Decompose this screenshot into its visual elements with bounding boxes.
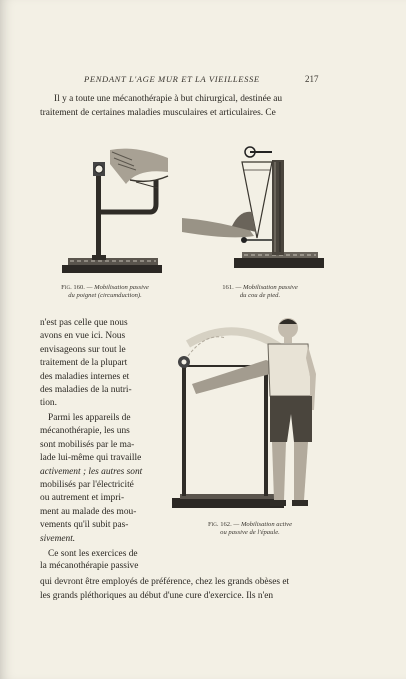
column-paragraph-2	[40, 412, 158, 546]
column-paragraph-1	[40, 317, 158, 411]
figure-162-dash: —	[233, 521, 240, 528]
figure-162-label: Fig. 162.	[207, 521, 232, 528]
figure-160-caption-1: Mobilisation passive	[94, 284, 149, 291]
figure-160-dash: —	[86, 284, 93, 291]
figure-161-caption-1: Mobilisation passive	[242, 284, 298, 291]
figure-162-caption-1: Mobilisation active	[240, 521, 293, 528]
top-line-1: Il y a toute une mécanothérapie à but chirurgical, destinée au	[54, 94, 283, 104]
column-line: des maladies internes et	[40, 371, 130, 382]
figure-161-dash: —	[235, 284, 242, 291]
column-line: sont mobilisés par le ma-	[40, 439, 135, 450]
column-line: vements qu'il subit pas-	[40, 520, 129, 531]
figure-161-caption-2: du cou de pied.	[239, 292, 281, 299]
figure-160-label: Fig. 160.	[61, 284, 85, 291]
column-line: avons en vue ici. Nous	[40, 331, 126, 342]
column-line: des maladies de la nutri-	[40, 385, 132, 396]
figure-160-illustration	[40, 140, 170, 280]
column-line: mobilisés par l'électricité	[40, 480, 134, 491]
top-line-2: traitement de certaines maladies musculaires et articulaires. Ce	[40, 108, 276, 118]
column-line: ou autrement et impri-	[40, 493, 125, 504]
figure-160-caption	[40, 284, 170, 300]
bottom-line-2: les grands pléthoriques au début d'une cure d'exercice. Ils n'en	[40, 591, 274, 601]
column-line: n'est pas celle que nous	[40, 318, 128, 328]
column-paragraph-3-tail: la mécanothérapie passive	[40, 561, 139, 571]
column-line: traitement de la plupart	[40, 358, 128, 369]
column-line: activement ; les autres sont	[40, 466, 143, 477]
page-number: 217	[305, 74, 319, 84]
figure-162-caption	[180, 521, 320, 537]
column-line: tion.	[40, 398, 57, 409]
figure-162-caption-2: ou passive de l'épaule.	[220, 529, 280, 536]
column-paragraph-3: Ce sont les exercices de	[48, 549, 138, 559]
bottom-line-1: qui devront être employés de préférence, chez les grands obèses et	[40, 577, 290, 587]
column-line: sivement.	[40, 533, 76, 544]
figure-161-label: 161.	[222, 284, 234, 291]
column-line: mécanothérapie, les uns	[40, 426, 130, 437]
figure-160-caption-2: du poignet (circumduction).	[68, 292, 142, 299]
figure-161-illustration	[182, 140, 332, 280]
running-head: PENDANT L'AGE MUR ET LA VIEILLESSE	[84, 74, 260, 84]
column-line: envisageons sur tout le	[40, 344, 126, 355]
figure-161-caption	[190, 284, 330, 300]
column-line: Parmi les appareils de	[48, 413, 131, 423]
column-line: ment au malade des mou-	[40, 506, 137, 517]
column-line: lade lui-même qui travaille	[40, 453, 142, 464]
figure-162-illustration	[166, 314, 330, 518]
